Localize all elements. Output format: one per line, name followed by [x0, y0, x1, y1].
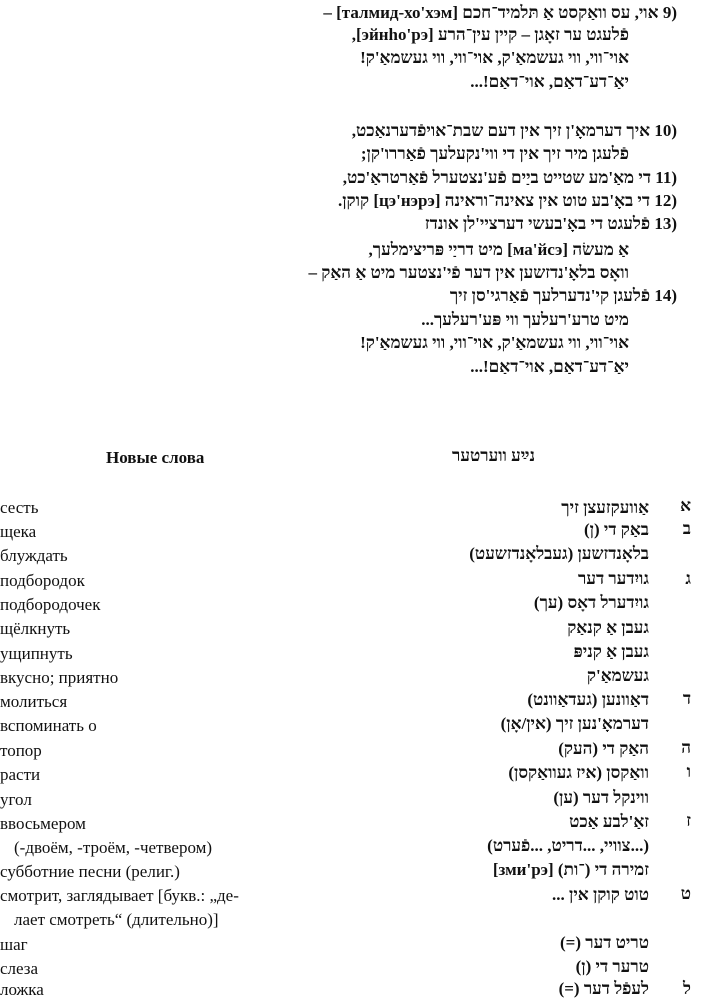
poem-line-14c: אוי־ווי, ווי געשמאַ'ק, אוי־ווי, ווי געשמאַ'ק! — [360, 333, 629, 352]
alphabet-letter: ז — [686, 811, 691, 830]
vocab-ru: ложка — [0, 980, 44, 999]
vocab-yi: זמירה די (־ות) [зми'рэ] — [492, 860, 649, 879]
poem-line-14b: מיט טרע'רעלעך ווי פּע'רעלעך... — [421, 310, 629, 329]
vocab-yi: זאַ'לבע אַכט — [569, 812, 649, 831]
alphabet-letter: ט — [680, 884, 691, 903]
vocab-ru: ввосьмером — [0, 814, 86, 833]
line-number: (10 — [654, 121, 677, 140]
vocab-yi: דערמאָ'נען זיך (אין/אָן) — [500, 714, 649, 733]
poem-text: די מאַ'מע שטייט ביַים פֿע'נצטערל פֿאַרטראַ'כט, — [342, 168, 652, 187]
vocab-yi: טוט קוקן אין ... — [552, 885, 649, 904]
poem-line-10a — [352, 120, 677, 141]
vocab-yi: טרער די (ן) — [575, 957, 649, 976]
poem-line-13c: וואָס בלאָ'נדזשען אין דער פֿי'נצטער מיט אַ האַק – — [308, 263, 629, 282]
vocab-yi: טריט דער (=) — [559, 933, 649, 952]
vocab-yi: געשמאַ'ק — [586, 666, 649, 685]
poem-line-9d: יאַ־דע־דאַם, אוי־דאַם!... — [470, 72, 629, 91]
alphabet-letter: א — [680, 496, 691, 515]
poem-line-9c: אוי־ווי, ווי געשמאַ'ק, אוי־ווי, ווי געשמאַ'ק! — [360, 48, 629, 67]
alphabet-letter: ד — [682, 689, 691, 708]
vocab-yi: ווינקל דער (ען) — [553, 788, 649, 807]
vocab-ru: вкусно; приятно — [0, 668, 119, 687]
vocab-ru: щёлкнуть — [0, 619, 71, 638]
vocab-yi: אַוועקזעצן זיך — [561, 498, 649, 517]
vocab-ru: топор — [0, 741, 42, 760]
poem-line-9a — [323, 2, 677, 23]
vocab-yi: גויִדער דער — [578, 569, 649, 588]
vocab-yi: וואַקסן (איז געוואַקסן) — [508, 763, 649, 782]
line-number: (11 — [655, 168, 677, 187]
vocab-ru: лает смотреть“ (длительно)] — [14, 910, 219, 929]
vocab-yi: לעפֿל דער (=) — [558, 979, 649, 998]
poem-text: פֿלעגט די באָ'בעשי דערציי'לן אונדז — [424, 214, 651, 233]
poem-line-14d: יאַ־דע־דאַם, אוי־דאַם!... — [470, 357, 629, 376]
vocab-ru: субботние песни (религ.) — [0, 862, 180, 881]
vocab-ru: шаг — [0, 935, 28, 954]
line-number: (14 — [654, 286, 677, 305]
poem-text: פֿלעגן קי'נדערלעך פֿאַרגי'סן זיך — [449, 286, 651, 305]
poem-text: אוי, עס וואַקסט אַ תּלמיד־חכם [талмид-хо'хэм] – — [323, 3, 659, 22]
vocab-ru: подбородочек — [0, 595, 101, 614]
vocab-yi: בלאָנדזשען (געבלאָנדזשעט) — [469, 544, 649, 563]
poem-line-12 — [338, 190, 677, 211]
poem-line-13a — [425, 213, 677, 234]
vocab-title-yi: נײַע ווערטער — [452, 446, 536, 465]
line-number: (12 — [654, 191, 677, 210]
vocab-yi: געבן אַ קנאַק — [567, 618, 649, 637]
vocab-yi: געבן אַ קניפּ — [573, 642, 649, 661]
vocab-yi: דאַוונען (געדאַוונט) — [527, 690, 649, 709]
poem-text: די באָ'בע טוט אין צאינה־וראינה [цэ'нэрэ] קוקן. — [337, 191, 651, 210]
vocab-ru: подбородок — [0, 571, 85, 590]
alphabet-letter: ג — [685, 569, 691, 588]
vocab-yi: באַק די (ן) — [584, 520, 649, 539]
alphabet-letter: ל — [683, 979, 691, 998]
line-number: (13 — [654, 214, 677, 233]
vocab-ru: (-двоём, -троём, -четвером) — [14, 838, 213, 857]
poem-line-14a — [450, 285, 677, 306]
vocab-yi: האַק די (העק) — [558, 739, 649, 758]
vocab-ru: вспоминать о — [0, 716, 97, 735]
alphabet-letter: ה — [681, 738, 691, 757]
vocab-yi: גויִדערל דאָס (עך) — [533, 593, 649, 612]
vocab-ru: ущипнуть — [0, 644, 73, 663]
vocab-ru: угол — [0, 790, 32, 809]
vocab-ru: блуждать — [0, 546, 68, 565]
alphabet-letter: ו — [686, 762, 691, 781]
poem-line-9b: פֿלעגט ער זאָגן – קיין עין־הרע [эйнhо'рэ], — [351, 25, 629, 44]
poem-text: איך דערמאָ'ן זיך אין דעם שבת־אויפֿדערנאַכט, — [351, 121, 651, 140]
vocab-ru: слеза — [0, 959, 39, 978]
vocab-ru: смотрит, заглядывает [букв.: „де- — [0, 886, 239, 905]
vocab-ru: молиться — [0, 692, 68, 711]
vocab-yi: (...צוויי, ...דריט, ...פֿערט) — [487, 836, 649, 855]
poem-line-11 — [343, 167, 677, 188]
vocab-ru: щека — [0, 522, 37, 541]
poem-line-10b: פֿלעגן מיר זיך אין די ווי'נקעלעך פֿאַררו'קן; — [360, 144, 629, 163]
vocab-ru: расти — [0, 765, 41, 784]
vocab-ru: сесть — [0, 498, 39, 517]
poem-line-13b: אַ מעשׂה [ма'йсэ] מיט דריַי פּריצימלעך, — [368, 240, 629, 259]
alphabet-letter: ב — [682, 519, 691, 538]
vocab-title-ru: Новые слова — [106, 448, 205, 467]
line-number: (9 — [662, 3, 677, 22]
